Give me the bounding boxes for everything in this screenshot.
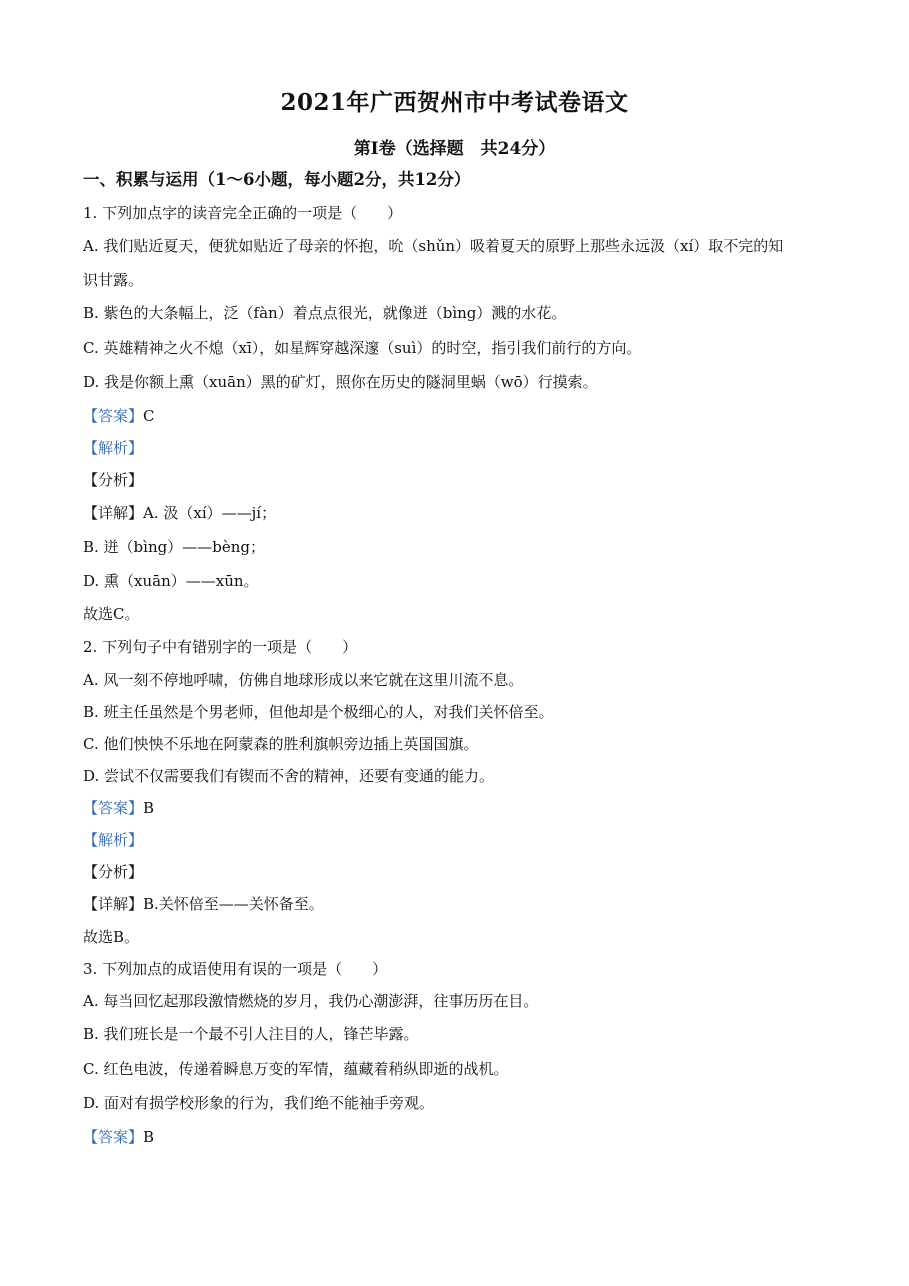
q1-analysis-tag: 【解析】 — [83, 439, 144, 457]
q2-option-a: A. 风一刻不停地呼啸，仿佛自地球形成以来它就在这里川流不息。 — [83, 671, 524, 689]
document-title: 2021年广西贺州市中考试卷语文 — [280, 89, 629, 116]
q1-option-a: A. 我们贴近夏天，便犹如贴近了母亲的怀抱，吮（shǔn）吸着夏天的原野上那些永远汲（xí）取不完的知 — [83, 237, 784, 255]
answer-value: C — [143, 407, 155, 425]
q1-detail-3: D. 熏（xuān）——xūn。 — [83, 572, 259, 590]
answer-tag: 【答案】 — [83, 799, 144, 817]
q2-analysis-tag: 【解析】 — [83, 831, 144, 849]
q1-option-b: B. 紫色的大条幅上，泛（fàn）着点点很光，就像迸（bìng）溅的水花。 — [83, 304, 567, 322]
detail-text: B.关怀倍至——关怀备至。 — [143, 895, 324, 913]
q1-fenxi-tag: 【分析】 — [83, 471, 144, 489]
detail-tag: 【详解】 — [83, 504, 144, 522]
q1-detail-2: B. 迸（bìng）——bèng； — [83, 538, 265, 556]
q3-option-d: D. 面对有损学校形象的行为，我们绝不能袖手旁观。 — [83, 1094, 435, 1112]
q3-stem: 3. 下列加点的成语使用有误的一项是（ ） — [83, 960, 388, 978]
q3-option-c: C. 红色电波，传递着瞬息万变的军情，蕴藏着稍纵即逝的战机。 — [83, 1060, 509, 1078]
q1-conclusion: 故选C。 — [83, 605, 140, 623]
answer-tag: 【答案】 — [83, 407, 144, 425]
q1-detail-1 — [83, 503, 276, 523]
q1-option-c: C. 英雄精神之火不熄（xī），如星辉穿越深邃（suì）的时空，指引我们前行的方向。 — [83, 339, 642, 357]
q2-fenxi-tag: 【分析】 — [83, 863, 144, 881]
q2-answer — [83, 798, 154, 818]
answer-tag: 【答案】 — [83, 1128, 144, 1146]
q1-option-d: D. 我是你额上熏（xuān）黑的矿灯，照你在历史的隧洞里蜗（wō）行摸索。 — [83, 373, 598, 391]
q2-option-c: C. 他们怏怏不乐地在阿蒙森的胜利旗帜旁边插上英国国旗。 — [83, 735, 479, 753]
q2-option-b: B. 班主任虽然是个男老师，但他却是个极细心的人，对我们关怀倍至。 — [83, 703, 554, 721]
q1-answer — [83, 406, 155, 426]
part-title: 第Ⅰ卷（选择题 共24分） — [353, 139, 556, 159]
q1-stem: 1. 下列加点字的读音完全正确的一项是（ ） — [83, 204, 403, 222]
q3-answer — [83, 1127, 154, 1147]
detail-tag: 【详解】 — [83, 895, 144, 913]
detail-text: A. 汲（xí）——jí； — [143, 504, 277, 522]
answer-value: B — [143, 1128, 155, 1146]
q2-stem: 2. 下列句子中有错别字的一项是（ ） — [83, 638, 358, 656]
q2-option-d: D. 尝试不仅需要我们有锲而不舍的精神，还要有变通的能力。 — [83, 767, 495, 785]
q2-conclusion: 故选B。 — [83, 928, 140, 946]
answer-value: B — [143, 799, 155, 817]
section-heading: 一、积累与运用（1～6小题，每小题2分，共12分） — [83, 170, 471, 189]
q3-option-a: A. 每当回忆起那段激情燃烧的岁月，我仍心潮澎湃，往事历历在目。 — [83, 992, 539, 1010]
q3-option-b: B. 我们班长是一个最不引人注目的人，锋芒毕露。 — [83, 1025, 419, 1043]
q1-option-a-cont: 识甘露。 — [83, 271, 144, 289]
q2-detail — [83, 894, 324, 914]
